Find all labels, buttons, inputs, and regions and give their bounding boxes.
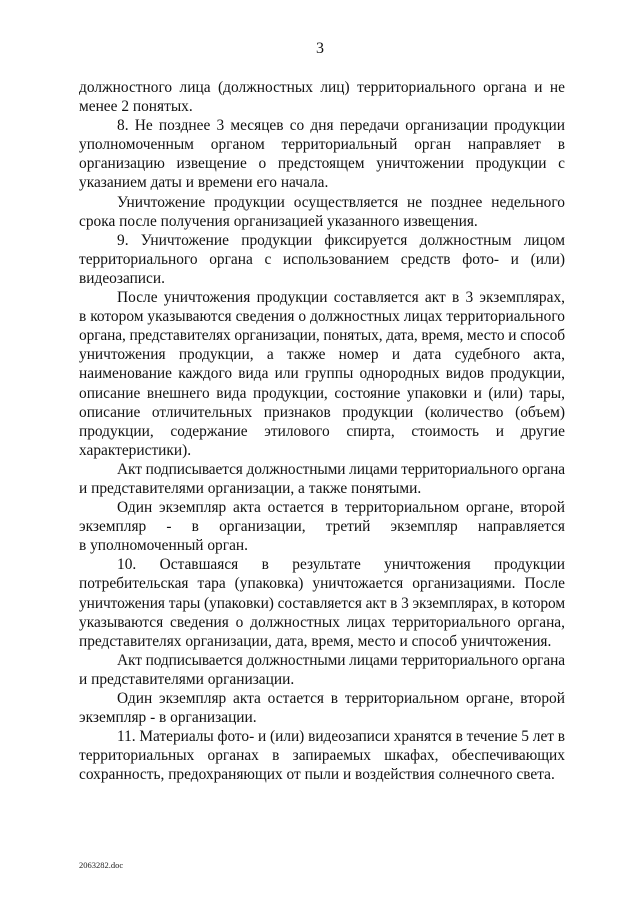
text-line: экземпляр - в организации. [79,709,257,727]
document-body [79,78,565,784]
text-line: указанием даты и времени его начала. [79,174,329,192]
text-line: должностного лица (должностных лиц) территориального органа и не [79,79,565,96]
text-line: уничтожения продукции, а также номер и дата судебного акта, [79,346,565,364]
text-line: представителях организации, дата, время, место и способ уничтожения. [79,632,552,650]
text-line: и представителями организации. [79,670,295,688]
text-line: характеристики). [79,441,192,459]
text-line: 9. Уничтожение продукции фиксируется должностным лицом [117,231,565,249]
text-line: и представителями организации, а также понятыми. [79,479,422,497]
text-line: Акт подписывается должностными лицами территориального органа [117,460,565,478]
text-line: описание внешнего вида продукции, состояние упаковки и (или) тары, [79,384,565,402]
text-line: наименование каждого вида или группы однородных видов продукции, [79,365,565,383]
text-line: менее 2 понятых. [79,98,193,116]
text-line: указываются сведения о должностных лицах территориального органа, [79,613,565,631]
text-line: 11. Материалы фото- и (или) видеозаписи хранятся в течение 5 лет в [117,728,565,746]
text-line: срока после получения организацией указанного извещения. [79,212,478,230]
text-line: 10. Оставшаяся в результате уничтожения продукции [117,556,565,574]
text-line: в котором указываются сведения о должностных лицах территориального [79,308,565,326]
text-line: Один экземпляр акта остается в территориальном органе, второй [117,690,565,707]
text-line: Акт подписывается должностными лицами территориального органа [117,651,565,669]
text-line: видеозаписи. [79,269,165,287]
text-line: территориального органа с использованием средств фото- и (или) [79,250,565,268]
text-line: сохранность, предохраняющих от пыли и воздействия солнечного света. [79,766,555,784]
text-line: Уничтожение продукции осуществляется не позднее недельного [117,193,565,211]
text-line: территориальных органах в запираемых шкафах, обеспечивающих [79,747,565,765]
text-line: органа, представителях организации, понятых, дата, время, место и способ [79,327,565,345]
text-line: Один экземпляр акта остается в территориальном органе, второй [117,499,565,517]
text-line: экземпляр - в организации, третий экземпляр направляется [79,518,565,536]
text-line: организацию извещение о предстоящем уничтожении продукции с [79,155,565,173]
text-line: потребительская тара (упаковка) уничтожается организациями. После [79,575,565,593]
text-line: продукции, содержание этилового спирта, стоимость и другие [79,422,565,440]
text-line: уничтожения тары (упаковки) составляется акт в 3 экземплярах, в котором [79,594,565,612]
text-line: описание отличительных признаков продукции (количество (объем) [79,403,565,421]
text-line: 8. Не позднее 3 месяцев со дня передачи организации продукции [117,117,565,135]
footer-filename: 2063282.doc [79,860,124,870]
text-line: После уничтожения продукции составляется акт в 3 экземплярах, [117,289,565,307]
page-number: 3 [316,40,324,57]
text-line: уполномоченным органом территориальный орган направляет в [79,136,565,154]
text-line: в уполномоченный орган. [79,537,248,555]
